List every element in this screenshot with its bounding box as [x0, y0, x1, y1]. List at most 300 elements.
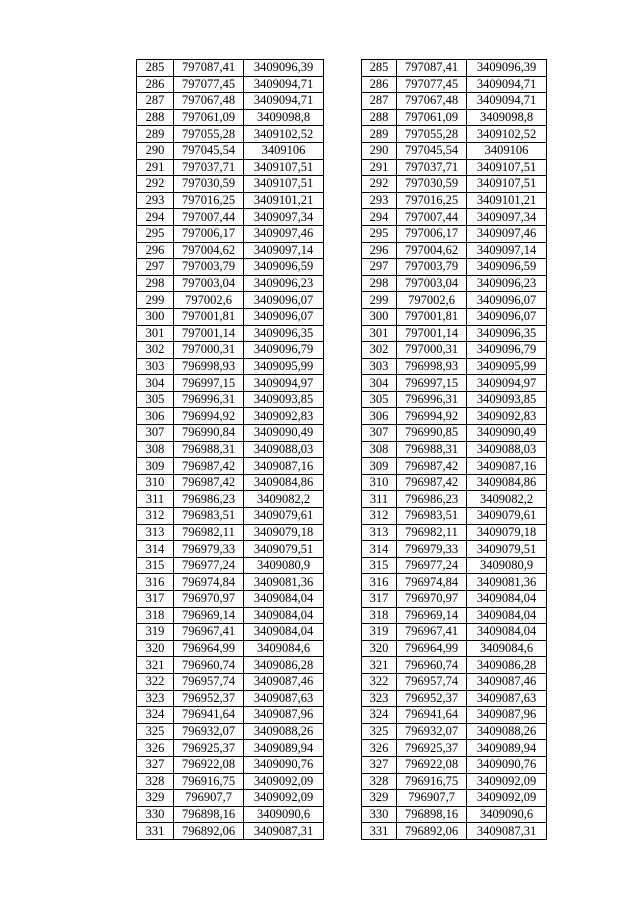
point-number-cell: 329 [137, 790, 174, 807]
y-coordinate-cell: 3409084,04 [244, 607, 324, 624]
left-table-row [137, 391, 324, 408]
x-coordinate-cell: 796987,42 [174, 458, 244, 475]
y-coordinate-cell: 3409084,04 [467, 624, 547, 641]
right-table-row [362, 657, 547, 674]
y-coordinate-cell: 3409090,6 [244, 806, 324, 823]
x-coordinate-cell: 796986,23 [397, 491, 467, 508]
point-number-cell: 300 [362, 308, 397, 325]
x-coordinate-cell: 796983,51 [397, 508, 467, 525]
x-coordinate-cell: 796990,85 [397, 425, 467, 442]
x-coordinate-cell: 796957,74 [397, 673, 467, 690]
y-coordinate-cell: 3409079,18 [467, 524, 547, 541]
x-coordinate-cell: 797016,25 [397, 192, 467, 209]
y-coordinate-cell: 3409096,39 [244, 60, 324, 77]
point-number-cell: 317 [137, 591, 174, 608]
y-coordinate-cell: 3409084,6 [467, 640, 547, 657]
x-coordinate-cell: 797003,79 [174, 259, 244, 276]
point-number-cell: 295 [137, 225, 174, 242]
point-number-cell: 323 [362, 690, 397, 707]
x-coordinate-cell: 797007,44 [174, 209, 244, 226]
x-coordinate-cell: 797087,41 [397, 60, 467, 77]
point-number-cell: 297 [137, 259, 174, 276]
right-table-row [362, 292, 547, 309]
y-coordinate-cell: 3409097,14 [467, 242, 547, 259]
right-table-row [362, 391, 547, 408]
left-table-row [137, 109, 324, 126]
y-coordinate-cell: 3409101,21 [467, 192, 547, 209]
y-coordinate-cell: 3409096,59 [244, 259, 324, 276]
right-table-row [362, 408, 547, 425]
y-coordinate-cell: 3409087,31 [467, 823, 547, 840]
point-number-cell: 289 [362, 126, 397, 143]
point-number-cell: 321 [137, 657, 174, 674]
x-coordinate-cell: 797001,81 [174, 308, 244, 325]
x-coordinate-cell: 796892,06 [397, 823, 467, 840]
x-coordinate-cell: 797004,62 [174, 242, 244, 259]
x-coordinate-cell: 796988,31 [397, 441, 467, 458]
y-coordinate-cell: 3409096,79 [467, 342, 547, 359]
y-coordinate-cell: 3409090,49 [244, 425, 324, 442]
left-table-row [137, 806, 324, 823]
point-number-cell: 291 [137, 159, 174, 176]
right-table-row [362, 126, 547, 143]
y-coordinate-cell: 3409094,71 [244, 93, 324, 110]
x-coordinate-cell: 797067,48 [397, 93, 467, 110]
y-coordinate-cell: 3409097,14 [244, 242, 324, 259]
point-number-cell: 316 [362, 574, 397, 591]
point-number-cell: 304 [137, 375, 174, 392]
point-number-cell: 313 [137, 524, 174, 541]
x-coordinate-cell: 797003,79 [397, 259, 467, 276]
y-coordinate-cell: 3409092,83 [244, 408, 324, 425]
point-number-cell: 331 [137, 823, 174, 840]
x-coordinate-cell: 796969,14 [174, 607, 244, 624]
left-table-row [137, 723, 324, 740]
x-coordinate-cell: 797055,28 [174, 126, 244, 143]
y-coordinate-cell: 3409089,94 [467, 740, 547, 757]
point-number-cell: 285 [137, 60, 174, 77]
x-coordinate-cell: 796977,24 [174, 557, 244, 574]
right-table-row [362, 159, 547, 176]
y-coordinate-cell: 3409080,9 [244, 557, 324, 574]
y-coordinate-cell: 3409097,46 [467, 225, 547, 242]
point-number-cell: 330 [137, 806, 174, 823]
point-number-cell: 304 [362, 375, 397, 392]
left-table-row [137, 358, 324, 375]
x-coordinate-cell: 797006,17 [397, 225, 467, 242]
point-number-cell: 288 [137, 109, 174, 126]
point-number-cell: 319 [137, 624, 174, 641]
x-coordinate-cell: 796996,31 [174, 391, 244, 408]
point-number-cell: 290 [362, 142, 397, 159]
y-coordinate-cell: 3409094,71 [244, 76, 324, 93]
y-coordinate-cell: 3409094,71 [467, 76, 547, 93]
point-number-cell: 324 [137, 707, 174, 724]
right-table-row [362, 756, 547, 773]
y-coordinate-cell: 3409107,51 [467, 159, 547, 176]
y-coordinate-cell: 3409096,35 [467, 325, 547, 342]
y-coordinate-cell: 3409102,52 [467, 126, 547, 143]
point-number-cell: 314 [362, 541, 397, 558]
y-coordinate-cell: 3409081,36 [244, 574, 324, 591]
left-table-row [137, 541, 324, 558]
point-number-cell: 313 [362, 524, 397, 541]
y-coordinate-cell: 3409090,49 [467, 425, 547, 442]
point-number-cell: 320 [362, 640, 397, 657]
x-coordinate-cell: 796969,14 [397, 607, 467, 624]
right-table-row [362, 425, 547, 442]
x-coordinate-cell: 796952,37 [174, 690, 244, 707]
x-coordinate-cell: 796977,24 [397, 557, 467, 574]
right-table-row [362, 707, 547, 724]
x-coordinate-cell: 796941,64 [174, 707, 244, 724]
x-coordinate-cell: 796996,31 [397, 391, 467, 408]
right-table-row [362, 723, 547, 740]
y-coordinate-cell: 3409096,07 [467, 292, 547, 309]
y-coordinate-cell: 3409082,2 [467, 491, 547, 508]
y-coordinate-cell: 3409096,39 [467, 60, 547, 77]
point-number-cell: 298 [362, 275, 397, 292]
x-coordinate-cell: 796957,74 [174, 673, 244, 690]
x-coordinate-cell: 796998,93 [397, 358, 467, 375]
point-number-cell: 290 [137, 142, 174, 159]
left-table-row [137, 142, 324, 159]
x-coordinate-cell: 797030,59 [397, 176, 467, 193]
point-number-cell: 295 [362, 225, 397, 242]
left-table-row [137, 308, 324, 325]
left-table-row [137, 325, 324, 342]
y-coordinate-cell: 3409096,79 [244, 342, 324, 359]
x-coordinate-cell: 796979,33 [174, 541, 244, 558]
x-coordinate-cell: 796967,41 [174, 624, 244, 641]
y-coordinate-cell: 3409084,86 [467, 474, 547, 491]
x-coordinate-cell: 796898,16 [397, 806, 467, 823]
point-number-cell: 310 [362, 474, 397, 491]
right-table-row [362, 740, 547, 757]
x-coordinate-cell: 797004,62 [397, 242, 467, 259]
point-number-cell: 303 [362, 358, 397, 375]
x-coordinate-cell: 796990,84 [174, 425, 244, 442]
right-table-row [362, 773, 547, 790]
right-table-row [362, 441, 547, 458]
x-coordinate-cell: 797045,54 [397, 142, 467, 159]
point-number-cell: 317 [362, 591, 397, 608]
point-number-cell: 310 [137, 474, 174, 491]
point-number-cell: 309 [137, 458, 174, 475]
x-coordinate-cell: 797030,59 [174, 176, 244, 193]
left-table-row [137, 574, 324, 591]
point-number-cell: 294 [137, 209, 174, 226]
x-coordinate-cell: 796952,37 [397, 690, 467, 707]
left-table-row [137, 441, 324, 458]
left-table-row [137, 425, 324, 442]
point-number-cell: 311 [137, 491, 174, 508]
right-table-row [362, 524, 547, 541]
point-number-cell: 330 [362, 806, 397, 823]
y-coordinate-cell: 3409094,97 [467, 375, 547, 392]
y-coordinate-cell: 3409097,34 [467, 209, 547, 226]
x-coordinate-cell: 796987,42 [174, 474, 244, 491]
x-coordinate-cell: 796994,92 [397, 408, 467, 425]
right-table-row [362, 242, 547, 259]
point-number-cell: 286 [137, 76, 174, 93]
point-number-cell: 301 [137, 325, 174, 342]
right-table-row [362, 790, 547, 807]
point-number-cell: 307 [362, 425, 397, 442]
left-table-row [137, 690, 324, 707]
left-table-row [137, 408, 324, 425]
left-table-row [137, 557, 324, 574]
x-coordinate-cell: 797067,48 [174, 93, 244, 110]
point-number-cell: 314 [137, 541, 174, 558]
y-coordinate-cell: 3409096,35 [244, 325, 324, 342]
y-coordinate-cell: 3409107,51 [244, 159, 324, 176]
point-number-cell: 326 [362, 740, 397, 757]
x-coordinate-cell: 797037,71 [174, 159, 244, 176]
y-coordinate-cell: 3409096,07 [467, 308, 547, 325]
left-table-row [137, 159, 324, 176]
x-coordinate-cell: 797077,45 [397, 76, 467, 93]
left-table-row [137, 673, 324, 690]
x-coordinate-cell: 797001,81 [397, 308, 467, 325]
point-number-cell: 306 [137, 408, 174, 425]
y-coordinate-cell: 3409084,04 [467, 607, 547, 624]
point-number-cell: 321 [362, 657, 397, 674]
point-number-cell: 291 [362, 159, 397, 176]
x-coordinate-cell: 797001,14 [174, 325, 244, 342]
x-coordinate-cell: 796960,74 [397, 657, 467, 674]
x-coordinate-cell: 796925,37 [174, 740, 244, 757]
y-coordinate-cell: 3409087,31 [244, 823, 324, 840]
y-coordinate-cell: 3409087,16 [467, 458, 547, 475]
y-coordinate-cell: 3409093,85 [244, 391, 324, 408]
point-number-cell: 325 [137, 723, 174, 740]
x-coordinate-cell: 796960,74 [174, 657, 244, 674]
point-number-cell: 303 [137, 358, 174, 375]
right-table-body [362, 60, 547, 840]
point-number-cell: 302 [137, 342, 174, 359]
right-table-row [362, 176, 547, 193]
right-table-row [362, 574, 547, 591]
point-number-cell: 296 [137, 242, 174, 259]
point-number-cell: 312 [137, 508, 174, 525]
point-number-cell: 329 [362, 790, 397, 807]
x-coordinate-cell: 796998,93 [174, 358, 244, 375]
x-coordinate-cell: 796932,07 [397, 723, 467, 740]
x-coordinate-cell: 797045,54 [174, 142, 244, 159]
x-coordinate-cell: 796986,23 [174, 491, 244, 508]
right-table-row [362, 93, 547, 110]
right-coordinate-table [361, 59, 547, 840]
y-coordinate-cell: 3409090,76 [244, 756, 324, 773]
y-coordinate-cell: 3409080,9 [467, 557, 547, 574]
point-number-cell: 327 [362, 756, 397, 773]
point-number-cell: 318 [137, 607, 174, 624]
left-table-row [137, 756, 324, 773]
left-table-row [137, 508, 324, 525]
right-table-row [362, 690, 547, 707]
y-coordinate-cell: 3409107,51 [244, 176, 324, 193]
point-number-cell: 300 [137, 308, 174, 325]
y-coordinate-cell: 3409106 [244, 142, 324, 159]
right-table-row [362, 60, 547, 77]
point-number-cell: 325 [362, 723, 397, 740]
x-coordinate-cell: 796932,07 [174, 723, 244, 740]
point-number-cell: 293 [362, 192, 397, 209]
right-table-row [362, 624, 547, 641]
y-coordinate-cell: 3409079,61 [467, 508, 547, 525]
y-coordinate-cell: 3409094,97 [244, 375, 324, 392]
right-table-row [362, 508, 547, 525]
point-number-cell: 324 [362, 707, 397, 724]
y-coordinate-cell: 3409084,04 [467, 591, 547, 608]
right-table-row [362, 358, 547, 375]
x-coordinate-cell: 797061,09 [174, 109, 244, 126]
y-coordinate-cell: 3409089,94 [244, 740, 324, 757]
y-coordinate-cell: 3409079,51 [244, 541, 324, 558]
y-coordinate-cell: 3409084,86 [244, 474, 324, 491]
x-coordinate-cell: 797007,44 [397, 209, 467, 226]
y-coordinate-cell: 3409079,61 [244, 508, 324, 525]
left-table-row [137, 126, 324, 143]
left-table-row [137, 342, 324, 359]
y-coordinate-cell: 3409079,51 [467, 541, 547, 558]
x-coordinate-cell: 797000,31 [174, 342, 244, 359]
x-coordinate-cell: 797002,6 [397, 292, 467, 309]
y-coordinate-cell: 3409101,21 [244, 192, 324, 209]
x-coordinate-cell: 797077,45 [174, 76, 244, 93]
left-table-row [137, 640, 324, 657]
y-coordinate-cell: 3409092,09 [467, 790, 547, 807]
x-coordinate-cell: 796907,7 [397, 790, 467, 807]
left-table-row [137, 823, 324, 840]
y-coordinate-cell: 3409096,23 [467, 275, 547, 292]
x-coordinate-cell: 796916,75 [174, 773, 244, 790]
x-coordinate-cell: 796967,41 [397, 624, 467, 641]
right-table-row [362, 375, 547, 392]
point-number-cell: 292 [362, 176, 397, 193]
x-coordinate-cell: 796988,31 [174, 441, 244, 458]
y-coordinate-cell: 3409090,6 [467, 806, 547, 823]
y-coordinate-cell: 3409087,96 [467, 707, 547, 724]
y-coordinate-cell: 3409096,23 [244, 275, 324, 292]
right-table-row [362, 109, 547, 126]
left-table-row [137, 790, 324, 807]
point-number-cell: 319 [362, 624, 397, 641]
y-coordinate-cell: 3409087,96 [244, 707, 324, 724]
y-coordinate-cell: 3409098,8 [244, 109, 324, 126]
right-table-row [362, 209, 547, 226]
right-table-row [362, 142, 547, 159]
left-table-row [137, 607, 324, 624]
point-number-cell: 305 [362, 391, 397, 408]
right-table-row [362, 308, 547, 325]
x-coordinate-cell: 796964,99 [397, 640, 467, 657]
y-coordinate-cell: 3409090,76 [467, 756, 547, 773]
right-table-row [362, 192, 547, 209]
y-coordinate-cell: 3409088,26 [244, 723, 324, 740]
y-coordinate-cell: 3409079,18 [244, 524, 324, 541]
x-coordinate-cell: 797000,31 [397, 342, 467, 359]
right-table-row [362, 76, 547, 93]
y-coordinate-cell: 3409093,85 [467, 391, 547, 408]
point-number-cell: 299 [137, 292, 174, 309]
point-number-cell: 331 [362, 823, 397, 840]
y-coordinate-cell: 3409087,16 [244, 458, 324, 475]
y-coordinate-cell: 3409097,46 [244, 225, 324, 242]
point-number-cell: 301 [362, 325, 397, 342]
point-number-cell: 305 [137, 391, 174, 408]
right-table-row [362, 325, 547, 342]
y-coordinate-cell: 3409086,28 [244, 657, 324, 674]
point-number-cell: 293 [137, 192, 174, 209]
y-coordinate-cell: 3409095,99 [244, 358, 324, 375]
x-coordinate-cell: 796979,33 [397, 541, 467, 558]
x-coordinate-cell: 797002,6 [174, 292, 244, 309]
right-table-row [362, 474, 547, 491]
x-coordinate-cell: 797061,09 [397, 109, 467, 126]
y-coordinate-cell: 3409087,46 [467, 673, 547, 690]
x-coordinate-cell: 796987,42 [397, 458, 467, 475]
left-table-row [137, 60, 324, 77]
x-coordinate-cell: 797087,41 [174, 60, 244, 77]
point-number-cell: 312 [362, 508, 397, 525]
point-number-cell: 315 [362, 557, 397, 574]
point-number-cell: 328 [137, 773, 174, 790]
left-table-row [137, 192, 324, 209]
x-coordinate-cell: 796997,15 [174, 375, 244, 392]
y-coordinate-cell: 3409106 [467, 142, 547, 159]
left-table-row [137, 292, 324, 309]
x-coordinate-cell: 797016,25 [174, 192, 244, 209]
y-coordinate-cell: 3409087,63 [467, 690, 547, 707]
point-number-cell: 289 [137, 126, 174, 143]
y-coordinate-cell: 3409088,03 [244, 441, 324, 458]
x-coordinate-cell: 796982,11 [174, 524, 244, 541]
right-table-row [362, 640, 547, 657]
y-coordinate-cell: 3409088,26 [467, 723, 547, 740]
y-coordinate-cell: 3409092,83 [467, 408, 547, 425]
point-number-cell: 323 [137, 690, 174, 707]
y-coordinate-cell: 3409092,09 [467, 773, 547, 790]
y-coordinate-cell: 3409096,59 [467, 259, 547, 276]
point-number-cell: 327 [137, 756, 174, 773]
y-coordinate-cell: 3409087,46 [244, 673, 324, 690]
point-number-cell: 318 [362, 607, 397, 624]
y-coordinate-cell: 3409084,6 [244, 640, 324, 657]
point-number-cell: 294 [362, 209, 397, 226]
x-coordinate-cell: 797003,04 [174, 275, 244, 292]
point-number-cell: 308 [362, 441, 397, 458]
point-number-cell: 286 [362, 76, 397, 93]
y-coordinate-cell: 3409087,63 [244, 690, 324, 707]
point-number-cell: 299 [362, 292, 397, 309]
left-table-row [137, 209, 324, 226]
y-coordinate-cell: 3409096,07 [244, 308, 324, 325]
right-table-row [362, 591, 547, 608]
point-number-cell: 287 [137, 93, 174, 110]
point-number-cell: 288 [362, 109, 397, 126]
x-coordinate-cell: 796970,97 [174, 591, 244, 608]
left-table-row [137, 524, 324, 541]
left-table-row [137, 275, 324, 292]
left-table-row [137, 176, 324, 193]
point-number-cell: 302 [362, 342, 397, 359]
right-table-row [362, 541, 547, 558]
y-coordinate-cell: 3409084,04 [244, 591, 324, 608]
x-coordinate-cell: 796898,16 [174, 806, 244, 823]
left-table-row [137, 624, 324, 641]
